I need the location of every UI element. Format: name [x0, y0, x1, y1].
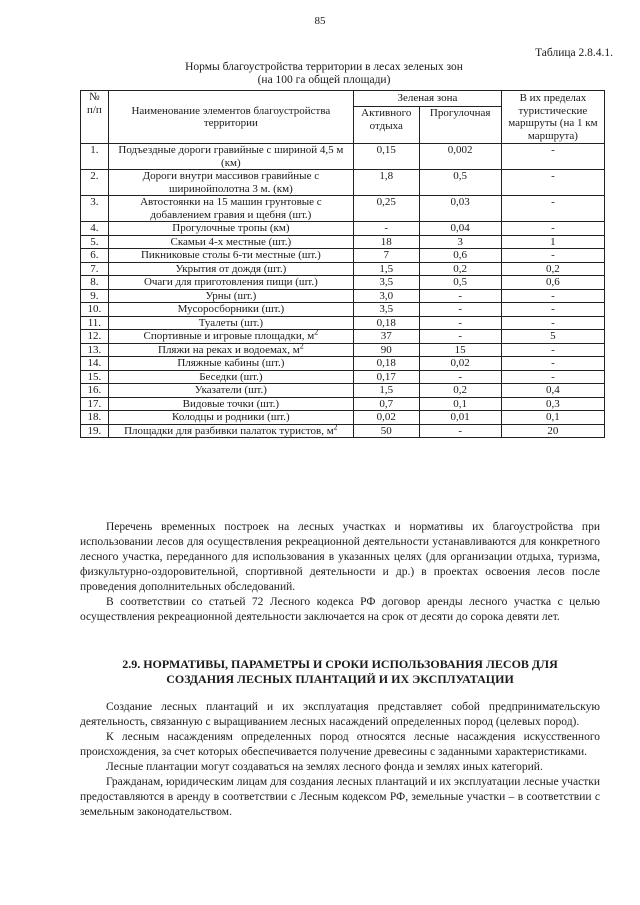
cell-active [354, 196, 419, 222]
cell-walking [419, 370, 501, 384]
cell-num-text: 19. [87, 424, 102, 437]
paragraph: Лесные плантации могут создаваться на землях лесного фонда и землях иных категорий. [106, 761, 543, 773]
cell-walking [419, 222, 501, 236]
cell-active [354, 144, 419, 170]
cell-name-text: Пляжные кабины (шт.) [177, 357, 285, 369]
cell-walking [419, 330, 501, 344]
cell-active-text: 7 [383, 249, 389, 261]
cell-active-text: 3,5 [379, 303, 394, 315]
cell-walking-text: 0,02 [450, 357, 470, 369]
cell-active [354, 330, 419, 344]
cell-num [81, 196, 109, 222]
cell-num [81, 289, 109, 303]
cell-walking [419, 262, 501, 276]
cell-active-text: 1,5 [379, 384, 394, 396]
cell-routes [501, 303, 604, 317]
cell-name-text: Указатели (шт.) [194, 384, 267, 396]
cell-walking-text: 0,002 [447, 144, 473, 156]
cell-routes-text: 20 [547, 424, 559, 437]
header-green-zone: Зеленая зона [354, 91, 502, 107]
cell-active [354, 424, 419, 438]
cell-routes [501, 276, 604, 290]
cell-num [81, 170, 109, 196]
cell-walking-text: - [458, 316, 462, 329]
cell-active-text: 18 [380, 235, 392, 248]
cell-routes-text: 5 [550, 330, 556, 342]
cell-name [108, 144, 353, 170]
cell-walking-text: 15 [454, 343, 466, 356]
table-row [81, 316, 605, 330]
cell-active-text: 3,5 [379, 276, 394, 288]
cell-name-text: Урны (шт.) [205, 289, 257, 302]
cell-num-text: 1. [90, 144, 99, 156]
cell-name-text: Спортивные и игровые площадки, м [143, 330, 315, 342]
table-row [81, 276, 605, 290]
cell-routes-text: - [551, 196, 555, 208]
cell-active-text: 0,02 [376, 411, 396, 423]
cell-routes [501, 262, 604, 276]
table-row [81, 411, 605, 425]
cell-name [108, 411, 353, 425]
cell-name [108, 262, 353, 276]
section-heading-line-2: СОЗДАНИЯ ЛЕСНЫХ ПЛАНТАЦИЙ И ИХ ЭКСПЛУАТАЦИИ [166, 672, 514, 686]
cell-routes-text: 1 [550, 235, 556, 248]
body-text-bottom [80, 700, 600, 820]
cell-name [108, 421, 353, 438]
page-number: 85 [314, 15, 326, 27]
cell-active [354, 411, 419, 425]
cell-active-text: 3,0 [379, 289, 394, 302]
cell-active [354, 170, 419, 196]
cell-active-text: 0,25 [376, 196, 396, 208]
table-row [81, 235, 605, 249]
table-row [81, 196, 605, 222]
cell-name [108, 170, 353, 196]
cell-routes [501, 424, 604, 438]
cell-walking-text: - [458, 330, 462, 342]
cell-num-text: 18. [87, 411, 102, 423]
cell-walking [419, 196, 501, 222]
cell-num [81, 330, 109, 344]
header-num [81, 91, 109, 144]
table-label: Таблица 2.8.4.1. [535, 47, 613, 59]
cell-walking-text: 0,5 [453, 276, 468, 288]
cell-routes [501, 222, 604, 236]
table-row [81, 343, 605, 357]
cell-num [81, 411, 109, 425]
norms-table [80, 90, 605, 438]
cell-active [354, 384, 419, 398]
cell-num-text: 9. [90, 289, 99, 302]
cell-walking-text: 0,6 [453, 249, 468, 261]
cell-active [354, 397, 419, 411]
cell-routes-text: 0,1 [546, 411, 560, 423]
cell-name-text: Подъездные дороги гравийные с шириной 4,5 м (км) [118, 144, 344, 169]
cell-active [354, 276, 419, 290]
cell-walking [419, 289, 501, 303]
cell-routes-text: 0,2 [546, 262, 560, 275]
cell-name-text: Укрытия от дождя (шт.) [175, 262, 287, 275]
cell-walking-text: 0,03 [450, 196, 470, 208]
cell-num [81, 397, 109, 411]
cell-num [81, 262, 109, 276]
cell-num [81, 370, 109, 384]
cell-walking-text: - [458, 303, 462, 315]
cell-routes [501, 411, 604, 425]
cell-active [354, 343, 419, 357]
square-superscript: 2 [333, 421, 338, 431]
cell-name [108, 249, 353, 263]
cell-active-text: 0,15 [376, 144, 396, 156]
cell-name [108, 397, 353, 411]
cell-walking [419, 235, 501, 249]
cell-routes-text: 0,3 [546, 397, 560, 410]
cell-name-text: Туалеты (шт.) [198, 316, 264, 329]
cell-routes-text: - [551, 170, 555, 182]
cell-name-text: Пляжи на реках и водоемах, м [158, 343, 300, 356]
cell-num [81, 249, 109, 263]
cell-name-text: Мусоросборники (шт.) [177, 303, 285, 315]
section-heading [80, 657, 600, 687]
cell-num [81, 144, 109, 170]
table-row [81, 262, 605, 276]
caption-line-2: (на 100 га общей площади) [257, 74, 391, 86]
cell-routes [501, 289, 604, 303]
table-row [81, 424, 605, 438]
cell-active-text: 0,18 [376, 357, 396, 369]
cell-num-text: 5. [90, 235, 99, 248]
cell-walking [419, 343, 501, 357]
cell-active [354, 303, 419, 317]
cell-name [108, 340, 353, 357]
cell-active-text: 50 [380, 424, 392, 437]
cell-routes [501, 196, 604, 222]
table-row [81, 170, 605, 196]
cell-routes-text: - [551, 249, 555, 261]
cell-num-text: 7. [90, 262, 99, 275]
cell-num-text: 10. [87, 303, 102, 315]
cell-routes-text: 0,4 [546, 384, 560, 396]
cell-name [108, 235, 353, 249]
cell-name [108, 370, 353, 384]
cell-num-text: 8. [90, 276, 99, 288]
cell-routes [501, 384, 604, 398]
table-row [81, 370, 605, 384]
paragraph: Гражданам, юридическим лицам для создания лесных плантаций и их эксплуатации лесные участки предоставляются в аренду в соответствии с Лесным кодексом РФ, земельные участки – в соответствии с земельным законодательством. [80, 776, 600, 818]
cell-walking [419, 316, 501, 330]
cell-walking [419, 303, 501, 317]
cell-routes [501, 235, 604, 249]
cell-num-text: 2. [90, 170, 99, 182]
cell-name [108, 303, 353, 317]
table-row [81, 303, 605, 317]
table-row [81, 222, 605, 236]
body-text-top [80, 520, 600, 625]
cell-walking [419, 144, 501, 170]
cell-routes-text: 0,6 [546, 276, 560, 288]
square-superscript: 2 [299, 340, 304, 350]
table-row [81, 144, 605, 170]
cell-num [81, 316, 109, 330]
cell-name-text: Видовые точки (шт.) [182, 397, 280, 410]
section-heading-line-1: 2.9. НОРМАТИВЫ, ПАРАМЕТРЫ И СРОКИ ИСПОЛЬЗОВАНИЯ ЛЕСОВ ДЛЯ [122, 657, 558, 671]
cell-walking-text: - [458, 424, 462, 437]
header-routes: В их пределах туристические маршруты (на 1 км маршрута) [501, 91, 604, 144]
cell-active [354, 249, 419, 263]
cell-routes-text: - [551, 144, 555, 156]
cell-active-text: 37 [380, 330, 392, 342]
paragraph: Перечень временных построек на лесных участках и нормативы их благоустройства при использовании лесов для осуществления рекреационной деятельности устанавливаются для конкретного лесного участка, переданного для использования в указанных целях (для организации отдыха, туризма, физкультурно-оздоровительной, спортивной деятельности и др.) в проектах освоения лесов после проведения дополнительных обследований. [80, 521, 600, 593]
table-row [81, 357, 605, 371]
square-superscript: 2 [314, 327, 319, 337]
cell-walking [419, 249, 501, 263]
cell-num [81, 424, 109, 438]
cell-routes-text: - [551, 370, 555, 383]
table-body [81, 144, 605, 438]
cell-num [81, 357, 109, 371]
cell-num [81, 303, 109, 317]
cell-walking [419, 424, 501, 438]
cell-name [108, 384, 353, 398]
header-name: Наименование элементов благоустройства территории [108, 91, 353, 144]
cell-walking-text: - [458, 370, 462, 383]
cell-routes-text: - [551, 289, 555, 302]
cell-active [354, 222, 419, 236]
cell-walking [419, 397, 501, 411]
cell-active-text: 1,5 [379, 262, 394, 275]
cell-routes [501, 397, 604, 411]
caption-line-1: Нормы благоустройства территории в лесах зеленых зон [185, 61, 463, 73]
cell-routes-text: - [551, 303, 555, 315]
cell-name-text: Пикниковые столы 6-ти местные (шт.) [140, 249, 321, 261]
cell-routes [501, 330, 604, 344]
header-walking: Прогулочная [419, 107, 501, 144]
cell-active [354, 370, 419, 384]
cell-routes [501, 370, 604, 384]
cell-name [108, 276, 353, 290]
cell-num-text: 12. [87, 330, 102, 342]
header-num-line1: № [89, 91, 100, 103]
cell-name-text: Площадки для разбивки палаток туристов, м [124, 424, 334, 437]
cell-active-text: 0,7 [379, 397, 394, 410]
cell-active [354, 262, 419, 276]
cell-num [81, 343, 109, 357]
cell-routes [501, 249, 604, 263]
cell-name [108, 357, 353, 371]
cell-num [81, 235, 109, 249]
paragraph: В соответствии со статьей 72 Лесного кодекса РФ договор аренды лесного участка с целью осуществления рекреационной деятельности заключается на срок от десяти до сорока девяти лет. [80, 596, 600, 623]
table-row [81, 384, 605, 398]
cell-name [108, 222, 353, 236]
table-row [81, 330, 605, 344]
cell-name-text: Скамьи 4-х местные (шт.) [170, 235, 292, 248]
cell-active-text: 0,18 [376, 316, 396, 329]
cell-num-text: 4. [90, 222, 99, 234]
cell-active-text: 0,17 [376, 370, 396, 383]
cell-name [108, 196, 353, 222]
cell-num [81, 384, 109, 398]
paragraph: К лесным насаждениям определенных пород относятся лесные насаждения искусственного происхождения, за счет которых обеспечивается получение древесины с заданными характеристиками. [80, 731, 600, 758]
cell-name-text: Автостоянки на 15 машин грунтовые с добавлением гравия и щебня (шт.) [140, 196, 322, 221]
cell-routes [501, 343, 604, 357]
cell-walking-text: 0,2 [453, 384, 468, 396]
cell-name [108, 289, 353, 303]
cell-walking [419, 411, 501, 425]
cell-walking-text: 0,5 [453, 170, 468, 182]
cell-walking [419, 384, 501, 398]
cell-num-text: 3. [90, 196, 99, 208]
cell-walking-text: 3 [457, 235, 463, 248]
cell-num-text: 17. [87, 397, 102, 410]
cell-routes-text: - [551, 316, 555, 329]
cell-walking-text: - [458, 289, 462, 302]
cell-num-text: 11. [87, 316, 102, 329]
cell-num-text: 6. [90, 249, 99, 261]
cell-walking-text: 0,2 [453, 262, 468, 275]
cell-walking [419, 357, 501, 371]
cell-name-text: Прогулочные тропы (км) [172, 222, 290, 234]
cell-num-text: 13. [87, 343, 102, 356]
table-row [81, 249, 605, 263]
cell-active [354, 235, 419, 249]
cell-name-text: Беседки (шт.) [199, 370, 263, 383]
cell-routes [501, 357, 604, 371]
cell-name-text: Дороги внутри массивов гравийные с ширинойполотна 3 м. (км) [142, 170, 320, 195]
cell-walking [419, 276, 501, 290]
cell-routes [501, 144, 604, 170]
header-num-line2: п/п [86, 103, 102, 116]
paragraph: Создание лесных плантаций и их эксплуатация представляет собой предпринимательскую деятельность, связанную с выращиванием лесных насаждений определенных пород (целевых пород). [80, 701, 600, 728]
cell-active-text: 90 [380, 343, 392, 356]
header-active: Активного отдыха [354, 107, 419, 144]
cell-routes-text: - [551, 357, 555, 369]
cell-walking-text: 0,01 [450, 411, 470, 423]
cell-active-text: - [384, 222, 389, 234]
cell-routes [501, 316, 604, 330]
cell-active-text: 1,8 [379, 170, 394, 182]
table-row [81, 397, 605, 411]
table-caption [80, 61, 568, 87]
table-row [81, 289, 605, 303]
cell-name-text: Колодцы и родники (шт.) [172, 411, 290, 423]
cell-num-text: 15. [87, 370, 102, 383]
cell-num [81, 276, 109, 290]
cell-active [354, 316, 419, 330]
cell-active [354, 289, 419, 303]
cell-routes-text: - [551, 343, 555, 356]
cell-num-text: 14. [87, 357, 102, 369]
cell-walking [419, 170, 501, 196]
cell-walking-text: 0,1 [453, 397, 468, 410]
cell-routes [501, 170, 604, 196]
cell-routes-text: - [551, 222, 555, 234]
cell-name-text: Очаги для приготовления пищи (шт.) [143, 276, 318, 288]
cell-walking-text: 0,04 [450, 222, 470, 234]
cell-name [108, 327, 353, 344]
cell-num-text: 16. [87, 384, 102, 396]
cell-num [81, 222, 109, 236]
cell-active [354, 357, 419, 371]
